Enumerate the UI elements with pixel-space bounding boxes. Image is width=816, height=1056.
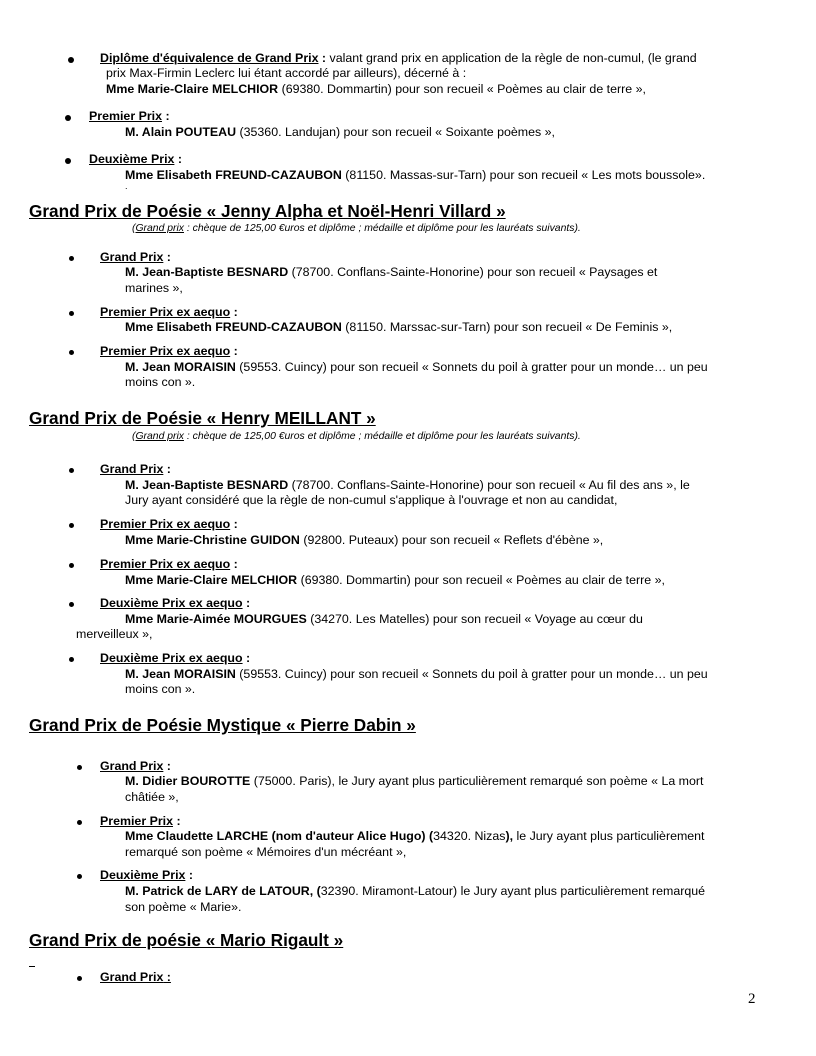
separator: : (230, 517, 238, 531)
laureate-detail: (75000. Paris), le Jury ayant plus particulièrement remarqué son poème « La mort (250, 774, 704, 788)
bullet (77, 976, 82, 981)
prize-label: Premier Prix (100, 814, 174, 828)
laureate-line (125, 125, 555, 140)
separator: : (163, 970, 171, 984)
separator: : (163, 250, 171, 264)
prize-label: Premier Prix ex aequo (100, 517, 231, 531)
laureate-detail: (69380. Dommartin) pour son recueil « Poèmes au clair de terre », (297, 573, 665, 587)
section-title: Grand Prix de Poésie Mystique « Pierre Dabin » (29, 715, 416, 735)
separator: : (242, 651, 251, 665)
bullet (68, 57, 74, 63)
laureate-line-cont: merveilleux », (76, 627, 153, 641)
laureate-line-cont: moins con ». (125, 682, 196, 696)
laureate-line-cont: son poème « Marie». (125, 900, 242, 914)
laureate-line (125, 360, 708, 375)
laureate-line (125, 265, 657, 280)
laureate-detail: le Jury ayant plus particulièrement (513, 829, 705, 843)
section-title: Grand Prix de Poésie « Jenny Alpha et Noël-Henri Villard » (29, 201, 506, 221)
laureate-line (125, 320, 672, 335)
laureate-name: Mme Elisabeth FREUND-CAZAUBON (125, 320, 342, 334)
stray-underline (29, 966, 35, 967)
laureate-name: Mme Marie-Claire MELCHIOR (106, 82, 279, 96)
note-grand-prix: Grand prix (135, 431, 184, 442)
separator: : (318, 51, 330, 65)
laureate-detail: (59553. Cuincy) pour son recueil « Sonnets du poil à gratter pour un monde… un peu (235, 667, 708, 681)
prize-text: valant grand prix en application de la règle de non-cumul, (le grand (329, 51, 697, 65)
section-title: Grand Prix de poésie « Mario Rigault » (29, 930, 344, 950)
prize-label: Grand Prix (100, 250, 164, 264)
prize-line (100, 305, 238, 320)
prize-label: Grand Prix (100, 462, 164, 476)
bullet (69, 350, 74, 355)
laureate-line (125, 829, 705, 844)
laureate-detail: (81150. Marssac-sur-Tarn) pour son recueil « De Feminis », (341, 320, 673, 334)
bullet (69, 256, 74, 261)
note-grand-prix: Grand prix (135, 223, 184, 234)
laureate-name: M. Patrick de LARY de LATOUR, ( (125, 884, 321, 898)
laureate-line-cont: châtiée », (125, 790, 179, 804)
prize-line (89, 109, 170, 124)
bullet (69, 602, 74, 607)
bullet (69, 563, 74, 568)
separator: : (230, 305, 238, 319)
laureate-name: Mme Marie-Christine GUIDON (125, 533, 300, 547)
laureate-detail: (78700. Conflans-Sainte-Honorine) pour son recueil « Au fil des ans », le (288, 478, 690, 492)
prize-label: Premier Prix ex aequo (100, 557, 231, 571)
bullet (65, 158, 71, 164)
bullet (77, 765, 82, 770)
laureate-line-cont: marines », (125, 281, 183, 295)
bullet (69, 468, 74, 473)
prize-line: prix Max-Firmin Leclerc lui étant accordé par ailleurs), décerné à : (106, 66, 467, 80)
prize-label-text: Grand Prix (100, 970, 164, 984)
laureate-name: Mme Marie-Aimée MOURGUES (125, 612, 307, 626)
separator: : (230, 557, 238, 571)
laureate-name: M. Jean-Baptiste BESNARD (125, 265, 289, 279)
laureate-line (125, 884, 705, 899)
prize-line (100, 814, 181, 829)
prize-label (100, 970, 171, 984)
laureate-detail: (81150. Massas-sur-Tarn) pour son recueil « Les mots boussole». (341, 168, 706, 182)
stray-dot: . (125, 181, 128, 191)
laureate-line-cont: Jury ayant considéré que la règle de non-cumul s'applique à l'ouvrage et non au candidat, (125, 493, 618, 507)
prize-line (100, 596, 250, 611)
laureate-line (125, 168, 705, 183)
laureate-detail: (92800. Puteaux) pour son recueil « Reflets d'ébène », (299, 533, 604, 547)
section-note (132, 430, 581, 443)
laureate-line (125, 774, 703, 789)
prize-line (100, 651, 250, 666)
separator: : (185, 868, 193, 882)
laureate-line (125, 533, 603, 548)
page-number: 2 (748, 991, 756, 1007)
prize-label: Deuxième Prix ex aequo (100, 596, 243, 610)
prize-label: Deuxième Prix ex aequo (100, 651, 243, 665)
laureate-name: M. Didier BOUROTTE (125, 774, 251, 788)
laureate-line (125, 478, 690, 493)
prize-label: Deuxième Prix (100, 868, 186, 882)
bullet (77, 820, 82, 825)
laureate-line (125, 612, 643, 627)
separator: : (174, 152, 182, 166)
laureate-name: M. Jean-Baptiste BESNARD (125, 478, 289, 492)
bullet (69, 657, 74, 662)
bullet (69, 311, 74, 316)
prize-line (100, 462, 171, 477)
prize-line (100, 557, 238, 572)
laureate-line-cont: remarqué son poème « Mémoires d'un mécréant », (125, 845, 407, 859)
laureate-name: M. Alain POUTEAU (125, 125, 237, 139)
section-note (132, 222, 581, 235)
prize-label: Deuxième Prix (89, 152, 175, 166)
bullet (69, 523, 74, 528)
prize-line (100, 250, 171, 265)
separator: : (163, 759, 171, 773)
laureate-name: M. Jean MORAISIN (125, 360, 236, 374)
section-title: Grand Prix de Poésie « Henry MEILLANT » (29, 408, 376, 428)
separator: : (242, 596, 251, 610)
laureate-name: Mme Elisabeth FREUND-CAZAUBON (125, 168, 342, 182)
bullet (65, 115, 71, 121)
separator: : (173, 814, 181, 828)
laureate-line (125, 573, 665, 588)
separator: : (230, 344, 238, 358)
prize-label: Diplôme d'équivalence de Grand Prix (100, 51, 319, 65)
laureate-detail: 32390. Miramont-Latour) le Jury ayant plus particulièrement remarqué (320, 884, 706, 898)
laureate-detail: 34320. Nizas (433, 829, 506, 843)
prize-label: Premier Prix (89, 109, 163, 123)
laureate-name: Mme Marie-Claire MELCHIOR (125, 573, 298, 587)
laureate-detail: (69380. Dommartin) pour son recueil « Poèmes au clair de terre », (278, 82, 646, 96)
laureate-line (125, 667, 708, 682)
note-prefix: ( (132, 223, 136, 234)
note-text: : chèque de 125,00 €uros et diplôme ; médaille et diplôme pour les lauréats suivants). (183, 431, 581, 442)
note-text: : chèque de 125,00 €uros et diplôme ; médaille et diplôme pour les lauréats suivants). (183, 223, 581, 234)
separator: : (162, 109, 170, 123)
prize-label: Premier Prix ex aequo (100, 305, 231, 319)
prize-line (100, 759, 171, 774)
prize-label: Grand Prix (100, 759, 164, 773)
prize-line (89, 152, 182, 167)
laureate-name: M. Jean MORAISIN (125, 667, 236, 681)
prize-line (100, 517, 238, 532)
prize-line (100, 970, 171, 985)
prize-line (100, 51, 697, 66)
laureate-detail: (59553. Cuincy) pour son recueil « Sonnets du poil à gratter pour un monde… un peu (235, 360, 708, 374)
laureate-name-close: ), (505, 829, 514, 843)
laureate-detail: (34270. Les Matelles) pour son recueil « Voyage au cœur du (306, 612, 643, 626)
prize-line (100, 868, 193, 883)
prize-label: Premier Prix ex aequo (100, 344, 231, 358)
note-prefix: ( (132, 431, 136, 442)
bullet (77, 874, 82, 879)
laureate-line (106, 82, 646, 97)
laureate-name: Mme Claudette LARCHE (nom d'auteur Alice Hugo) ( (125, 829, 434, 843)
laureate-line-cont: moins con ». (125, 375, 196, 389)
separator: : (163, 462, 171, 476)
prize-line (100, 344, 238, 359)
laureate-detail: (78700. Conflans-Sainte-Honorine) pour son recueil « Paysages et (288, 265, 658, 279)
laureate-detail: (35360. Landujan) pour son recueil « Soixante poèmes », (236, 125, 555, 139)
